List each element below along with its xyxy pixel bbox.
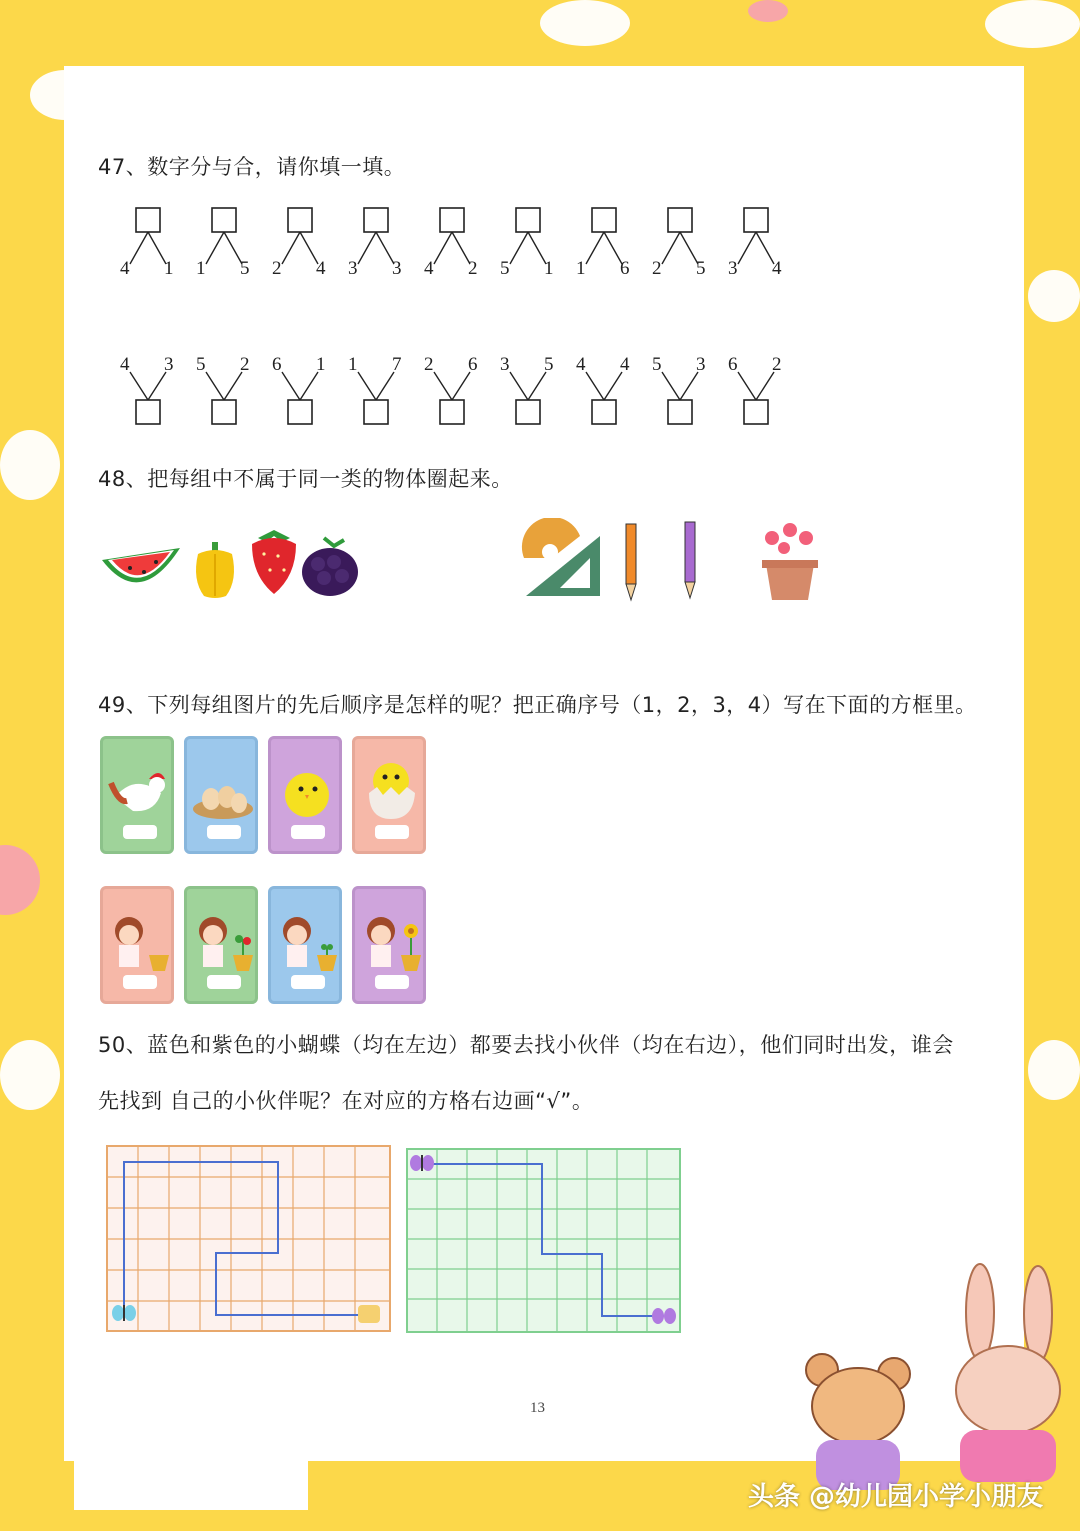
split-number-bond [650,206,712,296]
bond-number-right: 2 [772,354,782,375]
purple-pencil-icon [678,518,702,600]
answer-box[interactable] [123,975,157,989]
orange-pencil-icon [620,520,642,602]
girl-seedling-icon [273,905,343,975]
sun-decoration [748,0,788,22]
answer-box[interactable] [364,208,388,232]
split-number-bond [346,206,408,296]
bond-number-right: 1 [164,258,174,279]
answer-box[interactable] [516,400,540,424]
answer-box[interactable] [516,208,540,232]
split-number-bond [194,206,256,296]
bond-number-right: 5 [240,258,250,279]
strawberry-icon [248,526,300,596]
blackberry-icon [300,534,360,598]
bond-number-right: 4 [316,258,326,279]
answer-box[interactable] [212,400,236,424]
split-number-bond [118,206,180,296]
cloud-decoration [0,430,60,500]
split-number-bond [498,206,560,296]
answer-box[interactable] [207,975,241,989]
combine-number-bond [270,354,332,450]
bond-number-left: 4 [120,354,130,375]
blue-butterfly-icon [112,1305,136,1321]
bond-number-right: 1 [544,258,554,279]
butterfly-grid-orange [106,1145,392,1333]
answer-box[interactable] [207,825,241,839]
answer-box[interactable] [212,208,236,232]
bunny-cartoon-icon [930,1262,1080,1482]
bond-number-right: 4 [620,354,630,375]
cloud-decoration [0,1040,60,1110]
answer-box[interactable] [291,825,325,839]
answer-box[interactable] [136,208,160,232]
combine-number-bond [118,354,180,450]
chick-icon [273,757,343,827]
question-50-line-1: 50、蓝色和紫色的小蝴蝶（均在左边）都要去找小伙伴（均在右边），他们同时出发，谁会 [98,1033,954,1057]
rooster-icon [105,753,175,823]
combine-number-bond [574,354,636,450]
combine-number-bond [194,354,256,450]
combine-number-bond [726,354,788,450]
bond-number-right: 2 [240,354,250,375]
butterfly-grid-green [406,1148,682,1334]
cloud-decoration [985,0,1080,48]
answer-box[interactable] [668,400,692,424]
bond-number-left: 3 [728,258,738,279]
answer-box[interactable] [288,208,312,232]
sequence-card [184,886,258,1004]
girl-planting-icon [105,905,175,975]
purple-butterfly-icon [410,1155,434,1171]
bear-cartoon-icon [798,1350,918,1490]
hatching-chick-icon [357,753,427,823]
bond-number-left: 1 [196,258,206,279]
sequence-card [100,736,174,854]
answer-box[interactable] [744,208,768,232]
bond-number-left: 5 [196,354,206,375]
bond-number-left: 4 [424,258,434,279]
bond-number-right: 3 [696,354,706,375]
combine-number-bond [498,354,560,450]
bond-number-right: 1 [316,354,326,375]
bond-number-right: 3 [164,354,174,375]
sun-decoration [0,845,40,915]
answer-box[interactable] [291,975,325,989]
bell-pepper-icon [192,540,238,600]
answer-box[interactable] [592,400,616,424]
answer-box[interactable] [136,400,160,424]
cloud-decoration [1028,1040,1080,1100]
bond-number-right: 4 [772,258,782,279]
bond-number-left: 3 [500,354,510,375]
bond-number-left: 1 [576,258,586,279]
bond-number-left: 5 [500,258,510,279]
girl-flower-icon [357,905,427,975]
split-number-bond [726,206,788,296]
page-number: 13 [530,1400,545,1416]
answer-box[interactable] [668,208,692,232]
split-number-bond [574,206,636,296]
combine-number-bond [422,354,484,450]
answer-box[interactable] [364,400,388,424]
bond-number-right: 6 [620,258,630,279]
answer-box[interactable] [123,825,157,839]
bond-number-right: 5 [696,258,706,279]
sequence-card [100,886,174,1004]
answer-box[interactable] [592,208,616,232]
question-50-line-2: 先找到 自己的小伙伴呢？在对应的方格右边画“√”。 [98,1089,594,1113]
answer-box[interactable] [288,400,312,424]
watermelon-icon [100,540,182,602]
sequence-card [184,736,258,854]
combine-number-bond [650,354,712,450]
bond-number-left: 5 [652,354,662,375]
bond-number-right: 7 [392,354,402,375]
answer-box[interactable] [440,208,464,232]
bond-number-right: 3 [392,258,402,279]
friend-goal-icon [358,1305,380,1323]
bond-number-left: 2 [652,258,662,279]
answer-box[interactable] [744,400,768,424]
watermark-text: 头条 @幼儿园小学小朋友 [748,1482,1044,1512]
girl-sprout-icon [189,905,259,975]
bond-number-right: 6 [468,354,478,375]
bond-number-left: 2 [272,258,282,279]
bond-number-left: 3 [348,258,358,279]
sequence-card [268,736,342,854]
bond-number-left: 6 [728,354,738,375]
bond-number-left: 2 [424,354,434,375]
bond-number-right: 5 [544,354,554,375]
answer-box[interactable] [440,400,464,424]
split-number-bond [422,206,484,296]
sequence-card [352,886,426,1004]
question-48-title: 48、把每组中不属于同一类的物体圈起来。 [98,467,513,491]
question-47-title: 47、数字分与合，请你填一填。 [98,155,406,179]
combine-number-bond [346,354,408,450]
bond-number-left: 1 [348,354,358,375]
question-49-title: 49、下列每组图片的先后顺序是怎样的呢？把正确序号（1，2，3，4）写在下面的方框里。 [98,693,977,717]
flower-pot-icon [750,520,830,602]
bond-number-left: 4 [120,258,130,279]
answer-box[interactable] [375,825,409,839]
bond-number-left: 4 [576,354,586,375]
answer-box[interactable] [375,975,409,989]
bond-number-left: 6 [272,354,282,375]
sequence-card [352,736,426,854]
cloud-decoration [540,0,630,46]
bond-number-right: 2 [468,258,478,279]
protractor-set-square-icon [520,518,604,600]
white-patch [74,1434,308,1510]
eggs-icon [189,759,259,829]
sequence-card [268,886,342,1004]
cloud-decoration [1028,270,1080,322]
split-number-bond [270,206,332,296]
